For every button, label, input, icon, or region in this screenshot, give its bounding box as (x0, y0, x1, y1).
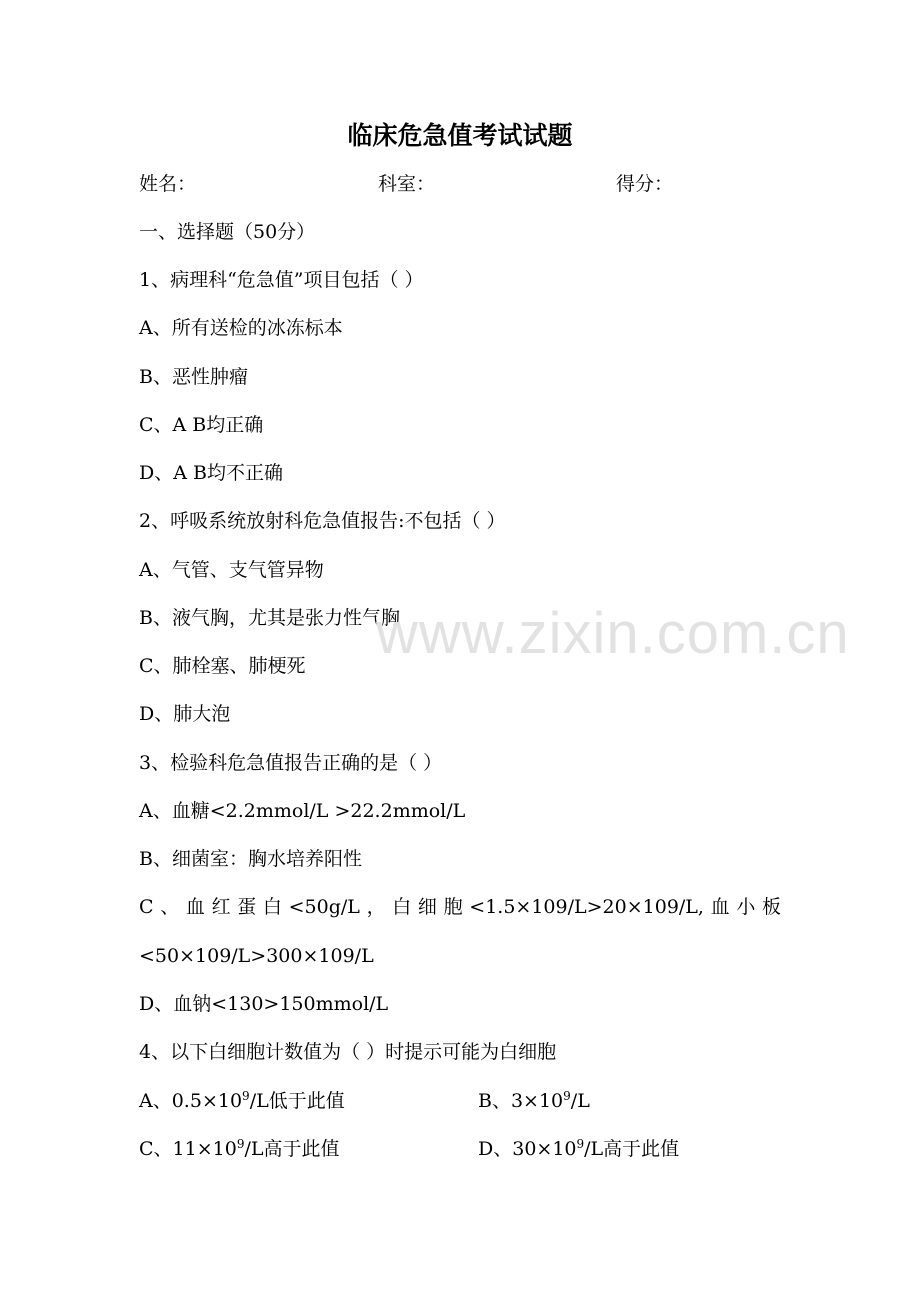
option-text: /L低于此值 (249, 1090, 345, 1112)
question-3-option-b: B、细菌室：胸水培养阳性 (139, 848, 362, 870)
superscript-exponent: 9 (576, 1137, 585, 1151)
question-3-stem: 3、检验科危急值报告正确的是（ ） (139, 752, 443, 774)
question-2-stem: 2、呼吸系统放射科危急值报告:不包括（ ） (139, 510, 506, 532)
question-1-option-a: A、所有送检的冰冻标本 (139, 317, 343, 339)
question-3-option-c-continued: <50×109/L>300×109/L (139, 945, 374, 967)
superscript-exponent: 9 (236, 1137, 245, 1151)
option-text: /L高于此值 (584, 1138, 680, 1160)
watermark: www.zixin.com.cn (376, 601, 850, 666)
page-title: 临床危急值考试试题 (347, 121, 573, 150)
question-4-option-c (139, 1134, 339, 1164)
option-text: /L (570, 1090, 590, 1112)
question-1-option-d: D、A B均不正确 (139, 462, 283, 484)
question-3-option-c: C、血红蛋白<50g/L，白细胞<1.5×109/L>20×109/L,血小板 (139, 896, 781, 918)
superscript-exponent: 9 (563, 1089, 571, 1103)
option-text: D、30×10 (478, 1138, 577, 1160)
question-4-option-d (478, 1134, 679, 1164)
question-2-option-a: A、气管、支气管异物 (139, 559, 324, 581)
question-2-option-c: C、肺栓塞、肺梗死 (139, 655, 306, 677)
superscript-exponent: 9 (242, 1089, 250, 1103)
question-3-option-a: A、血糖<2.2mmol/L >22.2mmol/L (139, 800, 466, 822)
question-3-option-d: D、血钠<130>150mmol/L (139, 993, 389, 1015)
section-heading: 一、选择题（50分） (139, 221, 316, 243)
score-field-label: 得分： (616, 173, 674, 195)
question-2-option-d: D、肺大泡 (139, 703, 231, 725)
option-text: B、3×10 (478, 1090, 564, 1112)
question-1-option-c: C、A B均正确 (139, 414, 264, 436)
option-text: A、0.5×10 (139, 1090, 243, 1112)
question-4-option-b (478, 1086, 590, 1116)
question-4-stem: 4、以下白细胞计数值为（ ）时提示可能为白细胞 (139, 1041, 557, 1063)
name-field-label: 姓名： (139, 173, 197, 195)
dept-field-label: 科室： (378, 173, 436, 195)
question-4-option-a (139, 1086, 345, 1116)
option-text: C、11×10 (139, 1138, 237, 1160)
option-text: /L高于此值 (244, 1138, 340, 1160)
question-2-option-b: B、液气胸，尤其是张力性气胸 (139, 607, 400, 629)
question-1-stem: 1、病理科“危急值”项目包括（ ） (139, 269, 424, 291)
question-1-option-b: B、恶性肿瘤 (139, 366, 248, 388)
